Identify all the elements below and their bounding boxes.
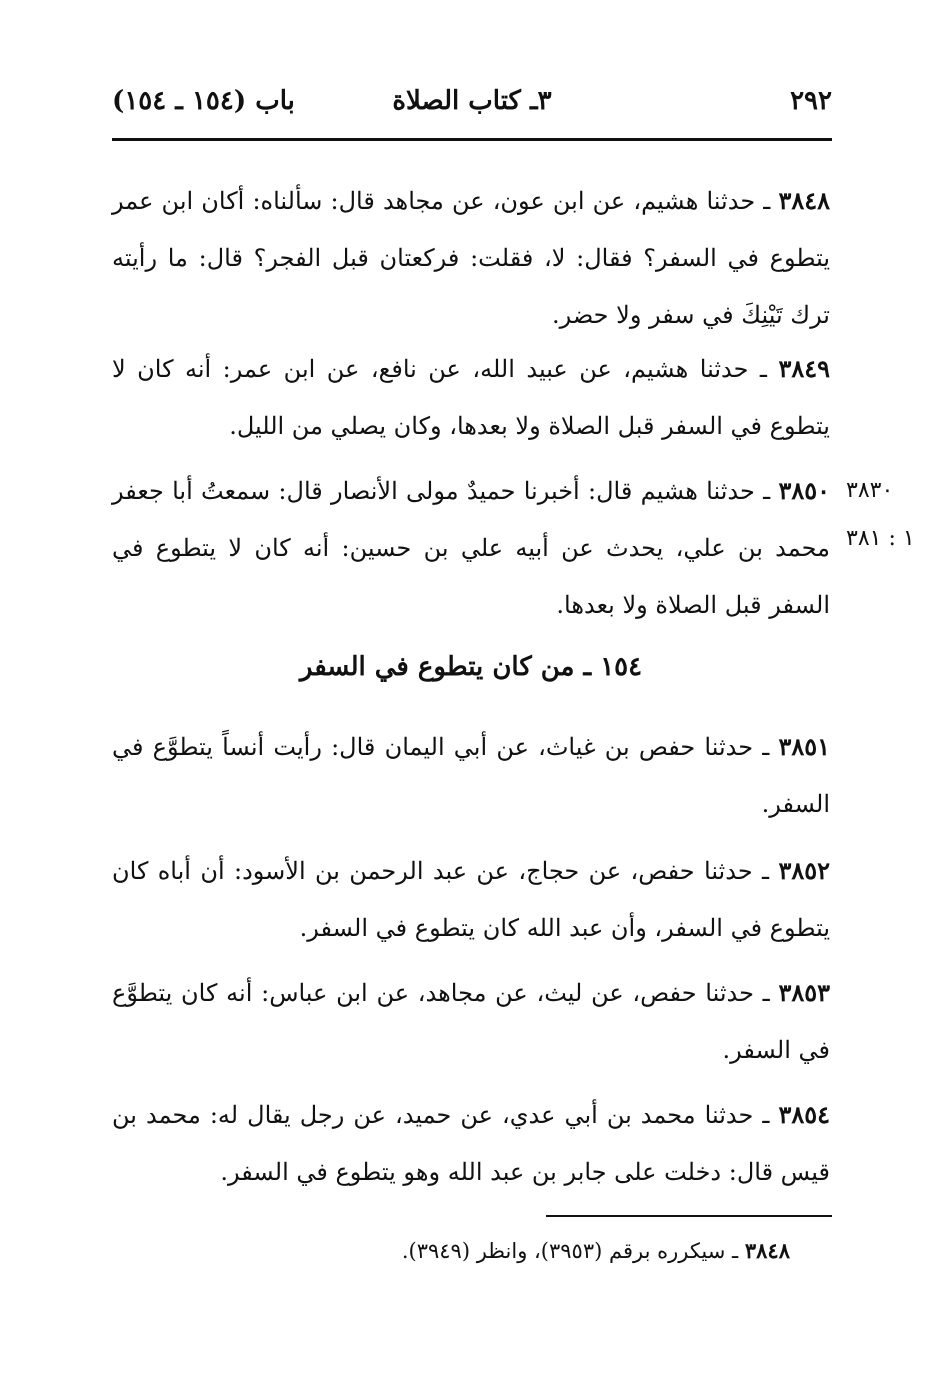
hadith-text: ـ حدثنا محمد بن أبي عدي، عن حميد، عن رجل يقال له: محمد بن قيس قال: دخلت على جابر بن عبد الله وهو يتطوع في السفر. <box>112 1101 830 1186</box>
section-range: باب (١٥٤ ـ ١٥٤) <box>112 86 295 116</box>
hadith-number: ٣٨٥٤ <box>778 1100 830 1129</box>
hadith-number: ٣٨٥١ <box>778 732 831 761</box>
footnote-rule <box>546 1215 832 1217</box>
margin-note: ١ : ٣٨١ <box>846 526 915 551</box>
hadith-3849 <box>112 340 830 455</box>
hadith-3851 <box>112 718 830 833</box>
book-title: ٣ـ كتاب الصلاة <box>392 86 552 116</box>
hadith-text: ـ حدثنا هشيم، عن ابن عون، عن مجاهد قال: سألناه: أكان ابن عمر يتطوع في السفر؟ فقال: لا، فقلت: فركعتان قبل الفجر؟ قال: ما رأيته ترك تَيْنِكَ في سفر ولا حضر. <box>112 187 830 329</box>
page-number: ٢٩٢ <box>790 86 832 116</box>
hadith-3853 <box>112 964 830 1079</box>
hadith-text: ـ حدثنا حفص، عن ليث، عن مجاهد، عن ابن عباس: أنه كان يتطوَّع في السفر. <box>112 979 830 1064</box>
hadith-number: ٣٨٥٢ <box>778 856 830 885</box>
hadith-text: ـ حدثنا هشيم، عن عبيد الله، عن نافع، عن ابن عمر: أنه كان لا يتطوع في السفر قبل الصلاة ولا بعدها، وكان يصلي من الليل. <box>112 355 830 440</box>
margin-note: ٣٨٣٠ <box>846 478 894 503</box>
hadith-text: ـ حدثنا حفص، عن حجاج، عن عبد الرحمن بن الأسود: أن أباه كان يتطوع في السفر، وأن عبد الله كان يتطوع في السفر. <box>112 857 830 942</box>
chapter-heading: ١٥٤ ـ من كان يتطوع في السفر <box>299 652 643 682</box>
hadith-number: ٣٨٥٣ <box>778 978 830 1007</box>
hadith-number: ٣٨٤٩ <box>778 354 830 383</box>
hadith-number: ٣٨٤٨ <box>778 186 830 215</box>
hadith-text: ـ حدثنا هشيم قال: أخبرنا حميدٌ مولى الأنصار قال: سمعتُ أبا جعفر محمد بن علي، يحدث عن أبيه علي بن حسين: أنه كان لا يتطوع في السفر قبل الصلاة ولا بعدها. <box>112 477 830 619</box>
hadith-3854 <box>112 1086 830 1201</box>
footnote-text: ـ سيكرره برقم (٣٩٥٣)، وانظر (٣٩٤٩). <box>401 1239 745 1263</box>
hadith-number: ٣٨٥٠ <box>778 476 830 505</box>
hadith-3852 <box>112 842 830 957</box>
hadith-text: ـ حدثنا حفص بن غياث، عن أبي اليمان قال: رأيت أنساً يتطوَّع في السفر. <box>112 733 830 818</box>
header-rule <box>112 138 832 141</box>
footnote-number: ٣٨٤٨ <box>744 1238 790 1263</box>
hadith-3848 <box>112 172 830 344</box>
footnote <box>200 1238 790 1263</box>
page-header <box>112 86 832 136</box>
hadith-3850 <box>112 462 830 634</box>
